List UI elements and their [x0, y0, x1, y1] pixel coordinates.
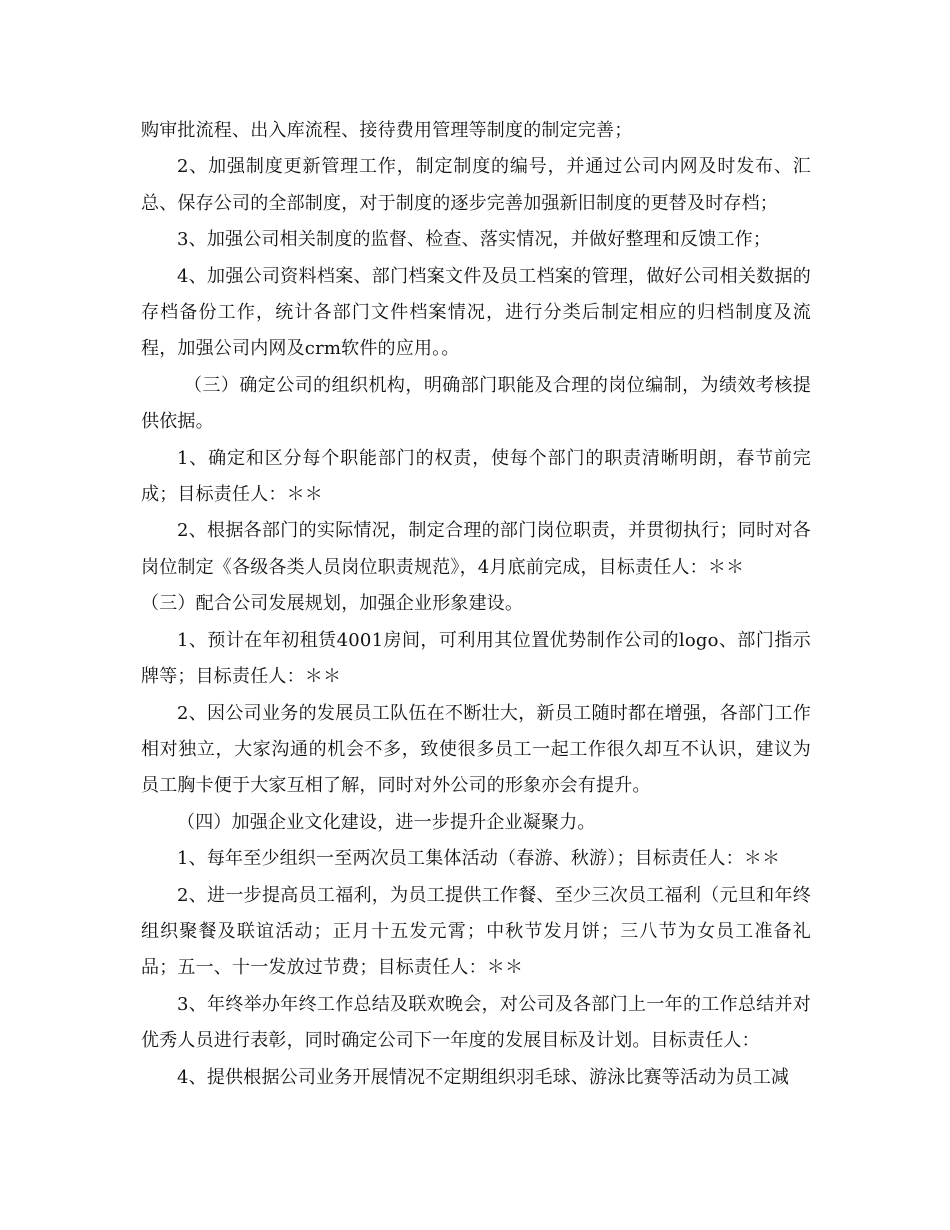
section-heading-corporate-culture: （四）加强企业文化建设，进一步提升企业凝聚力。 [177, 811, 596, 833]
paragraph-group-activities: 1、每年至少组织一至两次员工集体活动（春游、秋游）；目标责任人：＊＊ [177, 848, 781, 870]
paragraph-archive-management: 4、加强公司资料档案、部门档案文件及员工档案的管理，做好公司相关数据的存档备份工作，统计各部门文件档案情况，进行分类后制定相应的归档制度及流程，加强公司内网及crm软件的应用。。 [141, 265, 811, 360]
paragraph-room-rental-logo: 1、预计在年初租赁4001房间，可利用其位置优势制作公司的logo、部门指示牌等；目标责任人：＊＊ [141, 629, 811, 688]
paragraph-year-end-party: 3、年终举办年终工作总结及联欢晚会，对公司及各部门上一年的工作总结并对优秀人员进行表彰，同时确定公司下一年度的发展目标及计划。目标责任人： [141, 993, 811, 1052]
paragraph-rule-update-management: 2、加强制度更新管理工作，制定制度的编号，并通过公司内网及时发布、汇总、保存公司的全部制度，对于制度的逐步完善加强新旧制度的更替及时存档； [141, 156, 811, 214]
paragraph-job-duties: 2、根据各部门的实际情况，制定合理的部门岗位职责，并贯彻执行；同时对各岗位制定《各级各类人员岗位职责规范》，4月底前完成，目标责任人：＊＊ [141, 520, 811, 578]
paragraph-procurement-rules: 购审批流程、出入库流程、接待费用管理等制度的制定完善； [141, 120, 633, 141]
paragraph-department-responsibilities: 1、确定和区分每个职能部门的权责，使每个部门的职责清晰明朗，春节前完成；目标责任人：＊＊ [141, 447, 811, 506]
paragraph-rule-supervision: 3、加强公司相关制度的监督、检查、落实情况，并做好整理和反馈工作； [177, 229, 772, 251]
section-heading-organization: （三）确定公司的组织机构，明确部门职能及合理的岗位编制，为绩效考核提供依据。 [141, 374, 811, 433]
document-body [141, 113, 811, 1096]
paragraph-employee-badges: 2、因公司业务的发展员工队伍在不断壮大，新员工随时都在增强，各部门工作相对独立，大家沟通的机会不多，致使很多员工一起工作很久却互不认识，建议为员工胸卡便于大家互相了解，同时对外公司的形象亦会有提升。 [141, 702, 811, 797]
paragraph-employee-welfare: 2、进一步提高员工福利，为员工提供工作餐、至少三次员工福利（元旦和年终组织聚餐及联谊活动；正月十五发元霄；中秋节发月饼；三八节为女员工准备礼品；五一、十一发放过节费；目标责任人：＊＊ [141, 884, 811, 979]
section-heading-corporate-image: （三）配合公司发展规划，加强企业形象建设。 [141, 593, 524, 615]
paragraph-sports-events: 4、提供根据公司业务开展情况不定期组织羽毛球、游泳比赛等活动为员工减 [177, 1066, 790, 1088]
